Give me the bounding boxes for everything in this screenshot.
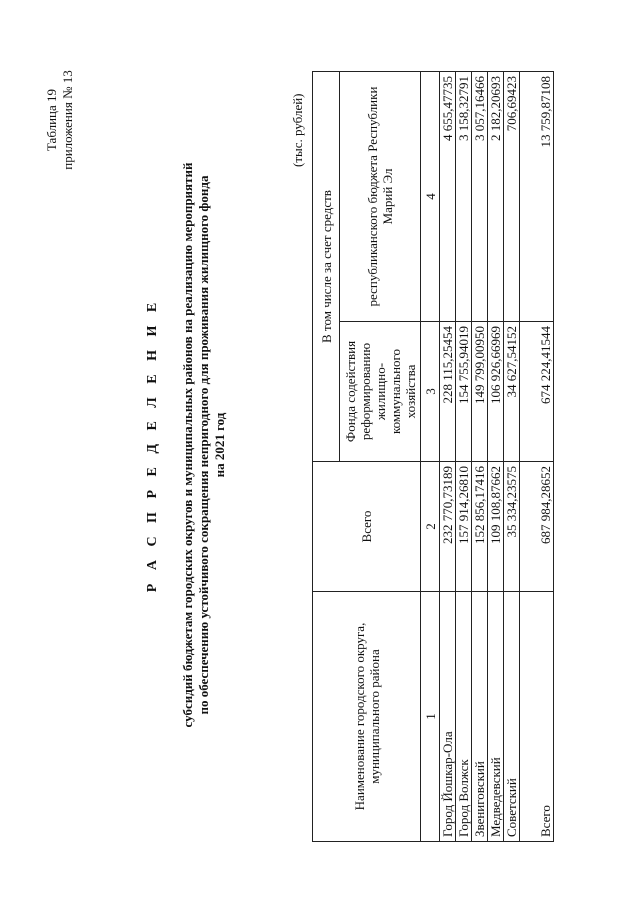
- row-fund: 149 799,00950: [472, 322, 488, 462]
- row-fund: 154 755,94019: [456, 322, 472, 462]
- table-total-row: [520, 72, 554, 842]
- row-name: Медведевский: [488, 592, 504, 842]
- row-fund: 228 115,25454: [440, 322, 456, 462]
- document-title: Р А С П Р Е Д Е Л Е Н И Е: [145, 297, 160, 593]
- units-label: (тыс. рублей): [290, 93, 305, 167]
- row-total: 157 914,26810: [456, 462, 472, 592]
- table-row: [488, 72, 504, 842]
- row-total: 152 856,17416: [472, 462, 488, 592]
- row-fund: 106 926,66969: [488, 322, 504, 462]
- col-number-3: 3: [421, 322, 440, 462]
- subtitle-line-3: на 2021 год: [212, 412, 227, 478]
- distribution-table: [312, 71, 554, 842]
- subtitle-line-1: субсидий бюджетам городских округов и муниципальных районов на реализацию мероприятий: [180, 162, 195, 728]
- row-name: Город Йошкар-Ола: [440, 592, 456, 842]
- row-budget: 3 057,16466: [472, 72, 488, 322]
- row-budget: 2 182,20693: [488, 72, 504, 322]
- row-name: Советский: [504, 592, 520, 842]
- total-total: 687 984,28652: [520, 462, 554, 592]
- subtitle-line-2: по обеспечению устойчивого сокращения непригодного для проживания жилищного фонда: [196, 175, 211, 715]
- header-total: Всего: [313, 462, 421, 592]
- row-total: 109 108,87662: [488, 462, 504, 592]
- total-budget: 13 759,87108: [520, 72, 554, 322]
- header-fund: Фонда содействия реформированию жилищно-коммунального хозяйства: [340, 322, 421, 462]
- row-budget: 3 158,32791: [456, 72, 472, 322]
- total-name: Всего: [520, 592, 554, 842]
- col-number-2: 2: [421, 462, 440, 592]
- appendix-number: приложения № 13: [60, 70, 75, 170]
- row-name: Город Волжск: [456, 592, 472, 842]
- header-budget: республиканского бюджета Республики Марий Эл: [340, 72, 421, 322]
- row-budget: 4 655,47735: [440, 72, 456, 322]
- total-fund: 674 224,41544: [520, 322, 554, 462]
- row-budget: 706,69423: [504, 72, 520, 322]
- table-number: Таблица 19: [44, 88, 59, 152]
- row-fund: 34 627,54152: [504, 322, 520, 462]
- table-row: [440, 72, 456, 842]
- table-row: [504, 72, 520, 842]
- row-name: Звениговский: [472, 592, 488, 842]
- row-total: 232 770,73189: [440, 462, 456, 592]
- table-row: [472, 72, 488, 842]
- row-total: 35 334,23575: [504, 462, 520, 592]
- table-row: [456, 72, 472, 842]
- col-number-4: 4: [421, 72, 440, 322]
- table-reference: [44, 60, 76, 180]
- col-number-1: 1: [421, 592, 440, 842]
- header-name: Наименование городского округа, муниципального района: [313, 592, 421, 842]
- header-group: В том числе за счет средств: [313, 72, 340, 462]
